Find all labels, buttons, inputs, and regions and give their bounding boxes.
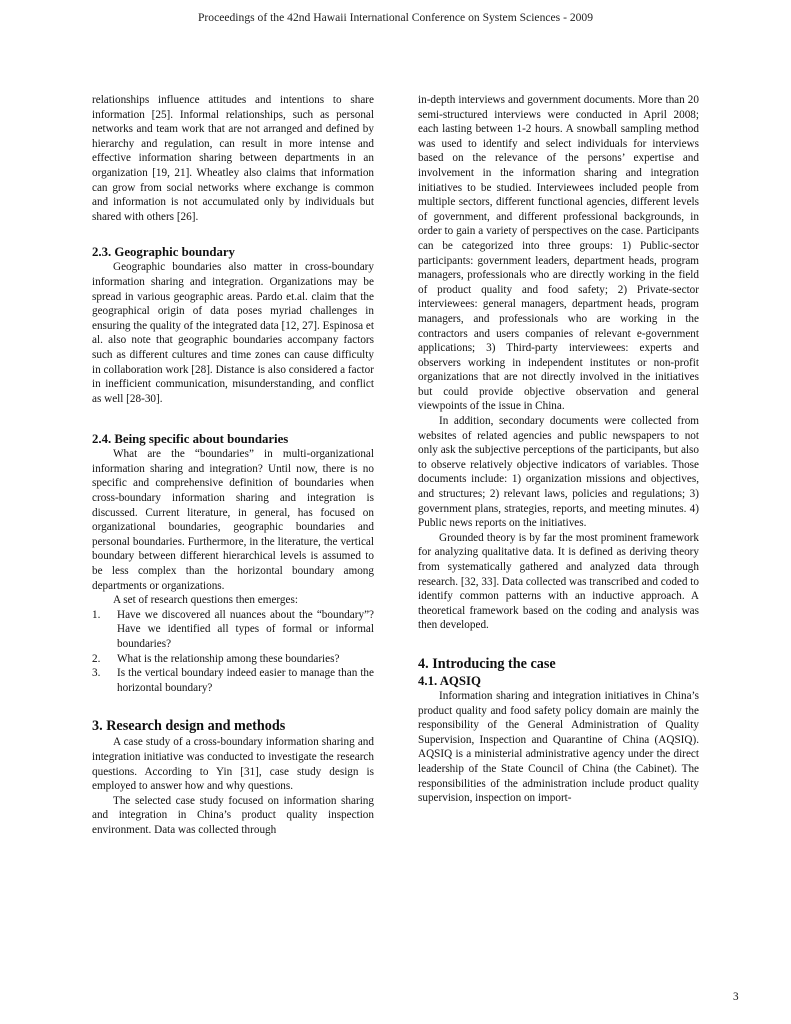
research-question-item: 2. What is the relationship among these boundaries? [92,652,340,665]
right-column [418,93,699,806]
paragraph-case-study-design: A case study of a cross-boundary information sharing and integration initiative was conducted to investigate the research questions. According to Yin [31], case study design is employed to answer how and why questions. [92,736,374,793]
page-number: 3 [733,991,739,1003]
section-heading-specific-boundaries: 2.4. Being specific about boundaries [92,432,289,447]
left-column [92,93,374,838]
paragraph-aqsiq: Information sharing and integration initiatives in China’s product quality and food safety policy domain are mainly the responsibility of the General Administration of Quality Supervision, Inspection and Quarantine of China (AQSIQ). AQSIQ is a ministerial administrative agency under the direct leadership of the State Council of China (the Cabinet). The responsibilities of the administration include product quality supervision, inspection on import- [418,689,699,805]
section-heading-introducing-case: 4. Introducing the case [418,655,556,672]
paragraph-grounded-theory: Grounded theory is by far the most prominent framework for analyzing qualitative data. It is defined as deriving theory from systematically gathered and analyzed data through research. [32, 33]. Data collected was transcribed and coded to identify common patterns with an inductive approach. A theoretical framework based on the coding and analysis was then developed. [418,531,699,632]
paragraph-interviews: in-depth interviews and government documents. More than 20 semi-structured interviews were conducted in April 2008; each lasting between 1-2 hours. A snowball sampling method was used to identify and select individuals for interviews based on the relevance of the persons’ expertise and involvement in the information sharing and integration initiatives to be studied. Interviewees included people from multiple sectors, different functional agencies, different levels of government, and different professional backgrounds, in order to gain a variety of perspectives on the case. Participants can be categorized into three groups: 1) Public-sector participants: government leaders, department heads, program managers, professionals who are directly working in the field of product quality and food safety; 2) Private-sector interviewees: general managers, department heads, program managers, and professionals who are working in the contractors and users companies of relevant e-government applications; 3) Third-party interviewees: experts and observers working in independent institutes or non-profit organizations that are not directly involved in the initiatives but could provide objective observation and general viewpoints of the issue in China. [418,94,699,413]
paragraph-selected-case: The selected case study focused on information sharing and integration in China’s product quality inspection environment. Data was collected through [92,794,374,836]
section-heading-geographic-boundary: 2.3. Geographic boundary [92,245,235,260]
paragraph-research-questions-intro: A set of research questions then emerges: [113,594,298,607]
paragraph-boundaries-definition: What are the “boundaries” in multi-organizational information sharing and integration? Until now, there is no specific and comprehensive definition of boundaries when cross-boundary information sharing and integration is discussed. Current literature, in general, has focused on organizational boundaries, geographic boundaries and personal boundaries. Furthermore, in the literature, the vertical boundary between different hierarchical levels is assumed to be less complex than the horizontal boundary among departments or organizations. [92,448,374,592]
running-header: Proceedings of the 42nd Hawaii International Conference on System Sciences - 2009 [197,11,594,24]
paragraph-geographic-boundary: Geographic boundaries also matter in cross-boundary information sharing and integration. Organizations may be spread in various geographic areas. Pardo et.al. claim that the geographical origin of data poses myriad challenges in ensuring the quality of the integrated data [12, 27]. Espinosa et al. also note that geographic boundaries accompany factors such as different cultures and time zones can cause difficulty in collaboration work [28]. Distance is also considered a factor in inefficient communication, misunderstanding, and conflict as well [28-30]. [92,261,374,405]
research-questions-list [92,608,374,696]
research-question-item: 1. Have we discovered all nuances about the “boundary”? Have we identified all types of formal or informal boundaries? [92,608,374,650]
paragraph-secondary-documents: In addition, secondary documents were collected from websites of related agencies and public newspapers to not only ask the subjective perceptions of the participants, but also to observe relatively objective indicators of variables. Those documents include: 1) organization missions and objectives, and structures; 2) relevant laws, policies and regulations; 3) government plans, strategies, reports, and meeting minutes. 4) Public news reports on the initiatives. [418,415,699,530]
section-heading-research-design: 3. Research design and methods [92,718,286,735]
paragraph-social-networks: relationships influence attitudes and intentions to share information [25]. Informal relationships, such as personal networks and team work that are not arranged and defined by hierarchy and regulation, can result in more intense and effective information sharing between departments in an organization [19, 21]. Wheatley also claims that information can grow from social networks where exchange is common and information is not accumulated only by individuals but shared with others [26]. [92,94,374,223]
section-heading-aqsiq: 4.1. AQSIQ [418,673,481,688]
research-question-item: 3. Is the vertical boundary indeed easier to manage than the horizontal boundary? [92,667,374,694]
